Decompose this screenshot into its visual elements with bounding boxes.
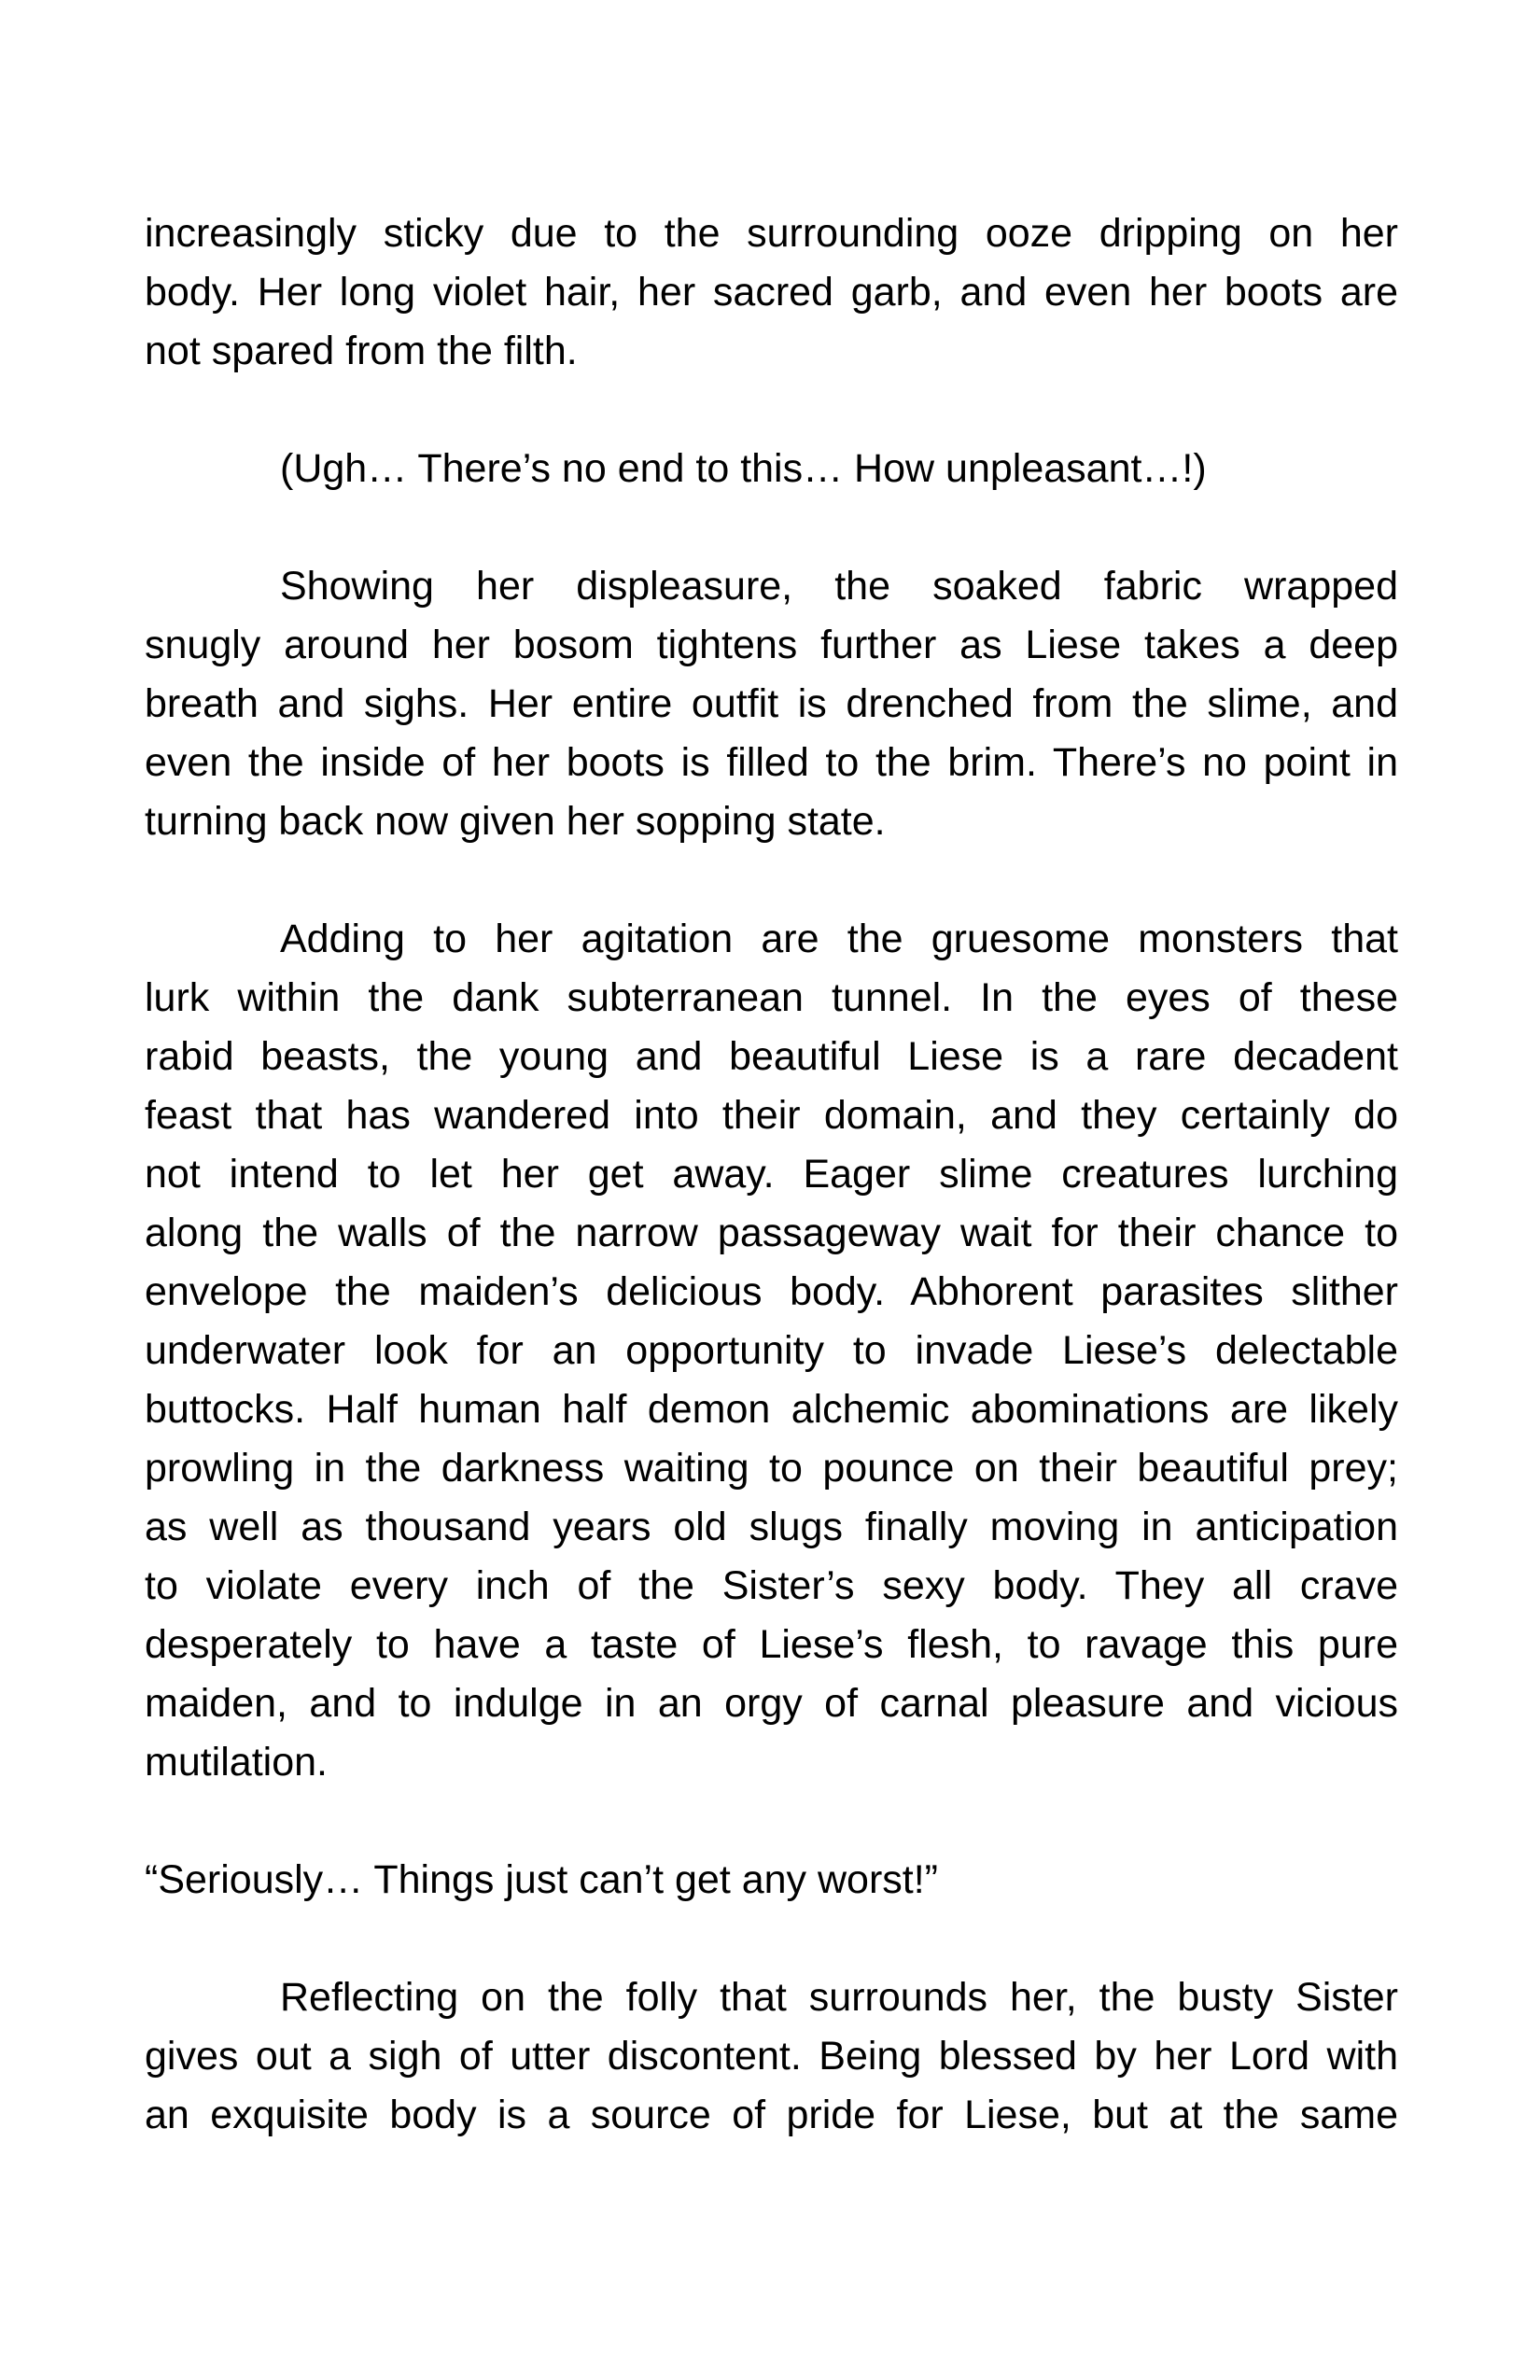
page-text-block — [145, 204, 1398, 2145]
text-line: prowling in the darkness waiting to pounce on their beautiful prey; — [145, 1446, 1398, 1491]
text-line: turning back now given her sopping state. — [145, 799, 886, 844]
text-line: breath and sighs. Her entire outfit is drenched from the slime, and — [145, 681, 1398, 726]
text-line: lurk within the dank subterranean tunnel. In the eyes of these — [145, 975, 1398, 1020]
text-line: along the walls of the narrow passageway wait for their chance to — [145, 1211, 1398, 1255]
text-line: snugly around her bosom tightens further as Liese takes a deep — [145, 623, 1398, 667]
text-line: underwater look for an opportunity to invade Liese’s delectable — [145, 1328, 1398, 1373]
text-line: feast that has wandered into their domain, and they certainly do — [145, 1093, 1398, 1138]
text-line: Showing her displeasure, the soaked fabric wrapped — [280, 564, 1398, 609]
text-line: increasingly sticky due to the surrounding ooze dripping on her — [145, 211, 1398, 256]
paragraph-inner-thought — [145, 440, 1398, 498]
paragraph-narration-1 — [145, 557, 1398, 851]
text-line: Reflecting on the folly that surrounds her, the busty Sister — [280, 1975, 1398, 2020]
text-line: desperately to have a taste of Liese’s flesh, to ravage this pure — [145, 1622, 1398, 1667]
text-line: mutilation. — [145, 1740, 328, 1785]
paragraph-narration-3 — [145, 1968, 1398, 2145]
text-line: as well as thousand years old slugs finally moving in anticipation — [145, 1505, 1398, 1549]
text-line: to violate every inch of the Sister’s sexy body. They all crave — [145, 1563, 1398, 1608]
text-line: even the inside of her boots is filled to the brim. There’s no point in — [145, 740, 1398, 785]
text-line: “Seriously… Things just can’t get any worst!” — [145, 1857, 938, 1902]
paragraph-continuation — [145, 204, 1398, 381]
text-line: rabid beasts, the young and beautiful Liese is a rare decadent — [145, 1034, 1398, 1079]
text-line: Adding to her agitation are the gruesome monsters that — [280, 917, 1398, 961]
text-line: an exquisite body is a source of pride for Liese, but at the same — [145, 2093, 1398, 2137]
text-line: envelope the maiden’s delicious body. Abhorent parasites slither — [145, 1269, 1398, 1314]
text-line: not spared from the filth. — [145, 329, 578, 373]
text-line: buttocks. Half human half demon alchemic abominations are likely — [145, 1387, 1398, 1432]
text-line: maiden, and to indulge in an orgy of carnal pleasure and vicious — [145, 1681, 1398, 1726]
text-line: body. Her long violet hair, her sacred garb, and even her boots are — [145, 270, 1398, 315]
text-line: not intend to let her get away. Eager slime creatures lurching — [145, 1152, 1398, 1197]
text-line: (Ugh… There’s no end to this… How unpleasant…!) — [280, 446, 1207, 491]
paragraph-narration-2 — [145, 910, 1398, 1792]
text-line: gives out a sigh of utter discontent. Being blessed by her Lord with — [145, 2034, 1398, 2079]
paragraph-dialogue — [145, 1851, 1398, 1910]
